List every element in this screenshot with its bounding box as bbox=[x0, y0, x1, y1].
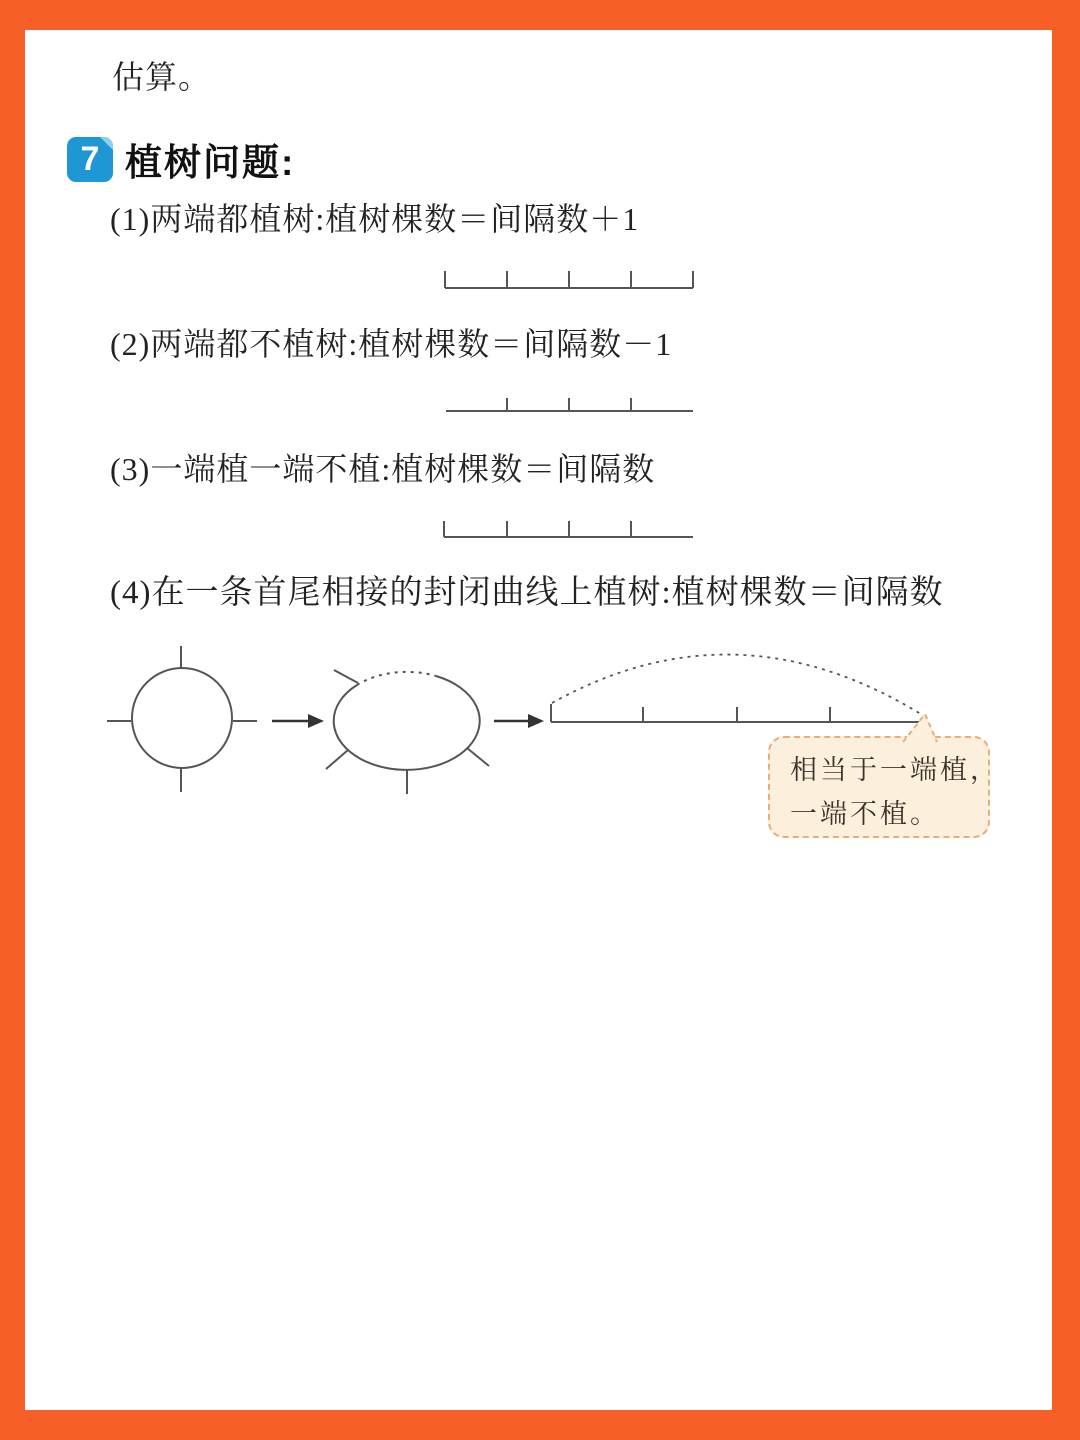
section-number-badge bbox=[67, 137, 113, 182]
transform-arrow-2 bbox=[494, 714, 544, 728]
interval-diagram-both-ends bbox=[435, 263, 705, 295]
rule-1-both-ends-planted: (1)两端都植树:植树棵数＝间隔数＋1 bbox=[110, 201, 640, 237]
rule-3-one-end-planted: (3)一端植一端不植:植树棵数＝间隔数 bbox=[110, 451, 656, 487]
note-bubble-tail bbox=[885, 710, 955, 746]
note-bubble-line-1: 相当于一端植， bbox=[790, 755, 1000, 785]
note-bubble bbox=[768, 736, 1000, 838]
rule-2-neither-end-planted: (2)两端都不植树:植树棵数＝间隔数－1 bbox=[110, 326, 673, 362]
rule-4-closed-curve: (4)在一条首尾相接的封闭曲线上植树:植树棵数＝间隔数 bbox=[110, 575, 944, 611]
opened-ellipse bbox=[326, 670, 489, 794]
transform-arrow-1 bbox=[272, 714, 324, 728]
opened-line-diagram bbox=[551, 655, 925, 722]
intro-text: 估算。 bbox=[112, 59, 212, 95]
interval-diagram-one-end bbox=[435, 515, 705, 543]
note-bubble-line-2: 一端不植。 bbox=[790, 799, 940, 829]
section-heading bbox=[67, 132, 295, 186]
closed-curve-dotted-arc bbox=[552, 655, 924, 716]
interval-diagram-no-ends bbox=[435, 392, 705, 418]
section-title: 植树问题: bbox=[125, 142, 296, 183]
circle-with-trees bbox=[107, 646, 257, 792]
section-number: 7 bbox=[80, 139, 100, 178]
